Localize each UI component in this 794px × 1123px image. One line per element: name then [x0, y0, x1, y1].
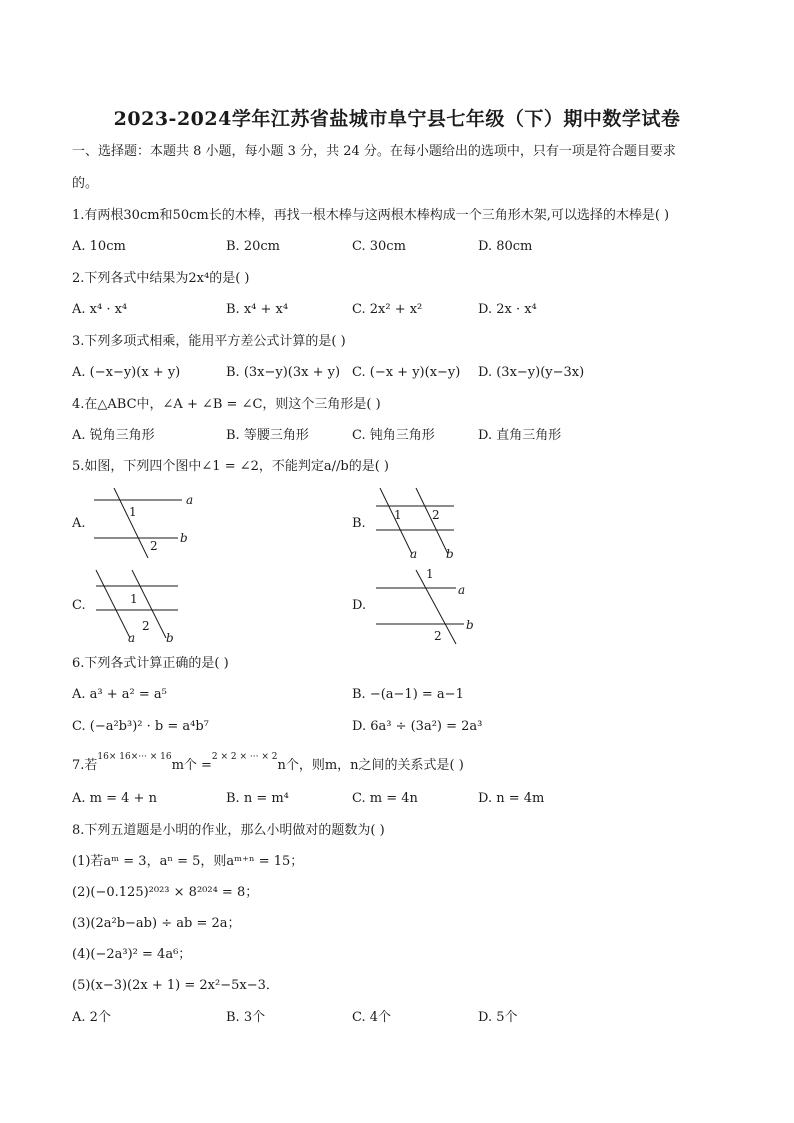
q8-option-d[interactable]: D. 5个 — [478, 1010, 518, 1025]
q4-option-d[interactable]: D. 直角三角形 — [478, 428, 562, 443]
q6-option-d[interactable]: D. 6a³ ÷ (3a²) = 2a³ — [352, 719, 483, 734]
q5-figure-a — [88, 486, 208, 561]
angle-1-label: 1 — [129, 505, 137, 519]
line-a — [96, 570, 130, 638]
q7-option-b[interactable]: B. n = m⁴ — [226, 791, 289, 806]
question-3-stem: 3.下列多项式相乘，能用平方差公式计算的是( ) — [72, 334, 346, 349]
label-b: b — [446, 547, 454, 561]
question-6-stem: 6.下列各式计算正确的是( ) — [72, 656, 229, 671]
page-title: 2023-2024学年江苏省盐城市阜宁县七年级（下）期中数学试卷 — [113, 108, 681, 130]
angle-2-label: 2 — [432, 508, 440, 522]
q5-figure-b — [372, 484, 472, 564]
q6-option-c[interactable]: C. (−a²b³)² · b = a⁴b⁷ — [72, 719, 209, 734]
q2-option-b[interactable]: B. x⁴ + x⁴ — [226, 302, 289, 317]
q1-option-c[interactable]: C. 30cm — [352, 239, 406, 254]
question-2-stem: 2.下列各式中结果为2x⁴的是( ) — [72, 271, 250, 286]
question-1-stem: 1.有两根30cm和50cm长的木棒，再找一根木棒与这两根木棒构成一个三角形木架,可以选择的木棒是( ) — [72, 208, 670, 223]
q7-prefix: 7.若 — [72, 758, 98, 773]
q8-option-c[interactable]: C. 4个 — [352, 1010, 392, 1025]
q6-option-a[interactable]: A. a³ + a² = a⁵ — [72, 687, 167, 702]
q8-item-3: (3)(2a²b−ab) ÷ ab = 2a； — [72, 916, 241, 931]
q3-option-c[interactable]: C. (−x + y)(x−y) — [352, 365, 461, 380]
question-8-stem: 8.下列五道题是小明的作业，那么小明做对的题数为( ) — [72, 823, 385, 838]
q7-option-d[interactable]: D. n = 4m — [478, 791, 545, 806]
label-b: b — [180, 531, 188, 545]
q8-option-a[interactable]: A. 2个 — [72, 1010, 111, 1025]
question-4-stem: 4.在△ABC中，∠A + ∠B = ∠C，则这个三角形是( ) — [72, 397, 381, 412]
q7-tail: n个，则m，n之间的关系式是( ) — [277, 758, 464, 773]
q8-item-4: (4)(−2a³)² = 4a⁶； — [72, 947, 192, 962]
q5-option-b[interactable]: B. — [352, 516, 366, 531]
label-b: b — [466, 618, 474, 632]
q7-count-m: m个 = — [171, 758, 212, 773]
angle-2-label: 2 — [150, 539, 158, 553]
q5-option-c[interactable]: C. — [72, 598, 86, 613]
q7-option-a[interactable]: A. m = 4 + n — [72, 791, 157, 806]
q1-option-d[interactable]: D. 80cm — [478, 239, 533, 254]
q1-option-b[interactable]: B. 20cm — [226, 239, 280, 254]
q7-product-2: 2 × 2 × ··· × 2 — [211, 752, 278, 762]
angle-1-label: 1 — [426, 567, 434, 581]
q5-figure-d — [372, 564, 482, 648]
q5-option-d[interactable]: D. — [352, 598, 367, 613]
angle-2-label: 2 — [434, 629, 442, 643]
q5-option-a[interactable]: A. — [72, 516, 86, 531]
q1-option-a[interactable]: A. 10cm — [72, 239, 126, 254]
q3-option-b[interactable]: B. (3x−y)(3x + y) — [226, 365, 341, 380]
question-5-stem: 5.如图，下列四个图中∠1 = ∠2，不能判定a//b的是( ) — [72, 459, 389, 474]
q2-option-c[interactable]: C. 2x² + x² — [352, 302, 423, 317]
q3-option-d[interactable]: D. (3x−y)(y−3x) — [478, 365, 585, 380]
q8-option-b[interactable]: B. 3个 — [226, 1010, 266, 1025]
section-heading: 一、选择题：本题共 8 小题，每小题 3 分，共 24 分。在每小题给出的选项中，只有一项是符合题目要求 — [72, 144, 676, 159]
label-a: a — [410, 547, 418, 561]
question-7-stem — [72, 752, 464, 776]
section-heading-cont: 的。 — [72, 176, 99, 191]
q7-option-c[interactable]: C. m = 4n — [352, 791, 418, 806]
angle-1-label: 1 — [394, 508, 402, 522]
transversal — [114, 488, 148, 558]
q3-option-a[interactable]: A. (−x−y)(x + y) — [72, 365, 181, 380]
q6-option-b[interactable]: B. −(a−1) = a−1 — [352, 687, 464, 702]
q4-option-c[interactable]: C. 钝角三角形 — [352, 428, 435, 443]
q8-item-1: (1)若aᵐ = 3，aⁿ = 5，则aᵐ⁺ⁿ = 15； — [72, 854, 304, 869]
angle-1-label: 1 — [130, 592, 138, 606]
q2-option-a[interactable]: A. x⁴ · x⁴ — [72, 302, 128, 317]
label-a: a — [186, 493, 194, 507]
q4-option-a[interactable]: A. 锐角三角形 — [72, 428, 155, 443]
label-a: a — [128, 631, 136, 645]
q2-option-d[interactable]: D. 2x · x⁴ — [478, 302, 537, 317]
q4-option-b[interactable]: B. 等腰三角形 — [226, 428, 309, 443]
label-a: a — [458, 583, 466, 597]
label-b: b — [166, 631, 174, 645]
angle-2-label: 2 — [142, 619, 150, 633]
q5-figure-c — [92, 566, 192, 646]
q8-item-2: (2)(−0.125)²⁰²³ × 8²⁰²⁴ = 8； — [72, 885, 259, 900]
q8-item-5: (5)(x−3)(2x + 1) = 2x²−5x−3． — [72, 978, 279, 993]
q7-product-16: 16× 16×··· × 16 — [97, 752, 172, 762]
